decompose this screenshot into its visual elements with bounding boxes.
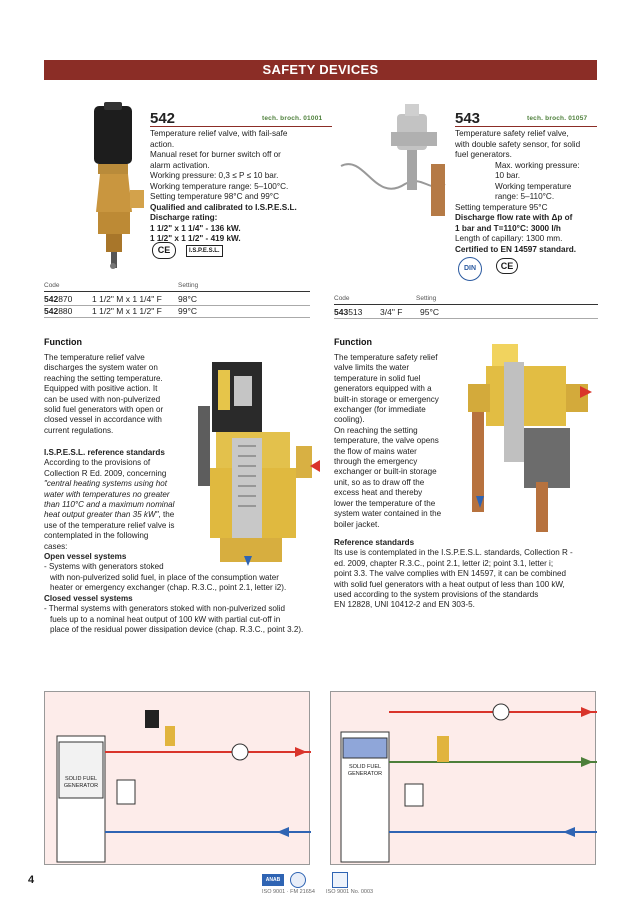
model-542-tech-brochure[interactable]: tech. broch. 01001 <box>262 115 323 122</box>
ispesl-badge-542: I.S.P.E.S.L. <box>186 245 223 257</box>
section-banner: SAFETY DEVICES <box>44 60 597 80</box>
valve-543-photo <box>335 104 453 216</box>
function-right-para: The temperature safety relief valve limits the water temperature in solid fuel generators equipped with a built-in storage or emergency exchanger (for immediate cooling). On reaching the setting temperature, the valve opens the flow of mains water through the emergency exchanger or built-in storage unit, so as to draw off the excess heat and thereby lower the temperature of the system water contained in the boiler jacket. <box>334 353 442 529</box>
code-table-rule-542 <box>44 291 310 292</box>
generator-label-right: SOLID FUEL GENERATOR <box>347 764 383 777</box>
model-542-number: 542 <box>150 110 176 127</box>
code-row-542-1-size: 1 1/2" M x 1 1/4" F <box>92 294 162 304</box>
code-table-rule-543 <box>334 304 598 305</box>
code-row-543-1: 543513 <box>334 307 363 317</box>
valve-543-cutaway <box>456 342 596 532</box>
certification-logo <box>290 872 306 888</box>
anab-logo: ANAB <box>262 874 284 886</box>
code-row-542-2-setting: 99°C <box>178 306 197 316</box>
din-mark-543: DIN <box>458 257 482 281</box>
model-543-tech-brochure[interactable]: tech. broch. 01057 <box>527 115 588 122</box>
ispesl-reference: I.S.P.E.S.L. reference standards According to the provisions of Collection R Ed. 2009, concerning "central heating systems using hot water with temperatures no greater than 110°C and a maximum nominal heat output greater than 35 kW", the use of the temperature relief valve is contemplated in the following cases: Open vessel systems - Systems with generators stoked <box>44 448 175 572</box>
model-542-rule <box>150 126 332 127</box>
code-row-543-1-size: 3/4" F <box>380 307 403 317</box>
ce-mark-542: CE <box>152 242 176 259</box>
code-table-bottom-543 <box>334 318 598 319</box>
code-header-543: Code <box>334 295 350 302</box>
iqnet-logo <box>332 872 348 888</box>
setting-header-542: Setting <box>178 282 199 289</box>
model-543-description: Temperature safety relief valve, with double safety sensor, for solid fuel generators. Max. working pressure: 10 bar. Working temperature range: 5–110°C. Setting temperature 95°C Discharge flow rate with Δp of 1 bar and T=110°C: 3000 l/h Length of capillary: 1300 mm. Certified to EN 14597 standard. <box>455 129 581 254</box>
iso-cert-text: ISO 9001 · FM 21654 <box>262 889 315 895</box>
code-table-bottom-542 <box>44 317 310 318</box>
function-heading-left: Function <box>44 337 82 347</box>
code-row-542-1: 542870 <box>44 294 73 304</box>
iso-cert-text-2: ISO 9001 No. 0003 <box>326 889 374 895</box>
code-row-543-1-setting: 95°C <box>420 307 439 317</box>
diagram-542-system <box>44 691 310 865</box>
code-header-542: Code <box>44 282 60 289</box>
diagram-543-system <box>330 691 596 865</box>
setting-header-543: Setting <box>416 295 437 302</box>
code-row-542-2: 542880 <box>44 306 73 316</box>
page-number: 4 <box>28 874 35 886</box>
valve-542-photo <box>82 102 146 270</box>
model-542-description: Temperature relief valve, with fail-safe action. Manual reset for burner switch off or alarm activation. Working pressure: 0,3 ≤ P ≤ 10 bar. Working temperature range: 5–100°C. Setting temperature 98°C and 99°C Qualified and calibrated to I.S.P.E.S.L. Discharge rating: 1 1/2" x 1 1/4" - 136 kW. 1 1/2" x 1 1/2" - 419 kW. <box>150 129 297 243</box>
valve-542-cutaway <box>198 356 322 566</box>
code-table-divider-542 <box>44 305 310 306</box>
function-heading-right: Function <box>334 337 372 347</box>
model-543-number: 543 <box>455 110 481 127</box>
function-left-para: The temperature relief valve discharges the system water on reaching the setting temperature. Equipped with positive action. It can be used with non-pulverized solid fuel generators with open or closed vessel in accordance with current regulations. <box>44 353 164 435</box>
open-closed-vessel: with non-pulverized solid fuel, in place of the consumption water heater or emergency exchanger (chap. R.3.C., point 2.1, letter i2). Closed vessel systems - Thermal systems with generators stoked with non-pulverized solid fuels up to a nominal heat output of 100 kW with partial cut-off in place of the residual power dissipation device (chap. R.3.C., point 3.2). <box>44 573 304 635</box>
code-row-542-1-setting: 98°C <box>178 294 197 304</box>
ce-mark-543: CE <box>496 258 518 274</box>
reference-standards: Reference standards Its use is contemplated in the I.S.P.E.S.L. standards, Collection R - ed. 2009, chapter R.3.C., point 2.1, letter i2; point 3.1, letter i; point 3.3. The valve complies with EN 14597, it can be combined with solid fuel generators with a heat output of less than 100 kW, used according to the system provisions of the standards EN 12828, UNI 10412-2 and EN 303-5. <box>334 538 573 610</box>
code-row-542-2-size: 1 1/2" M x 1 1/2" F <box>92 306 162 316</box>
generator-label-left: SOLID FUEL GENERATOR <box>63 776 99 789</box>
